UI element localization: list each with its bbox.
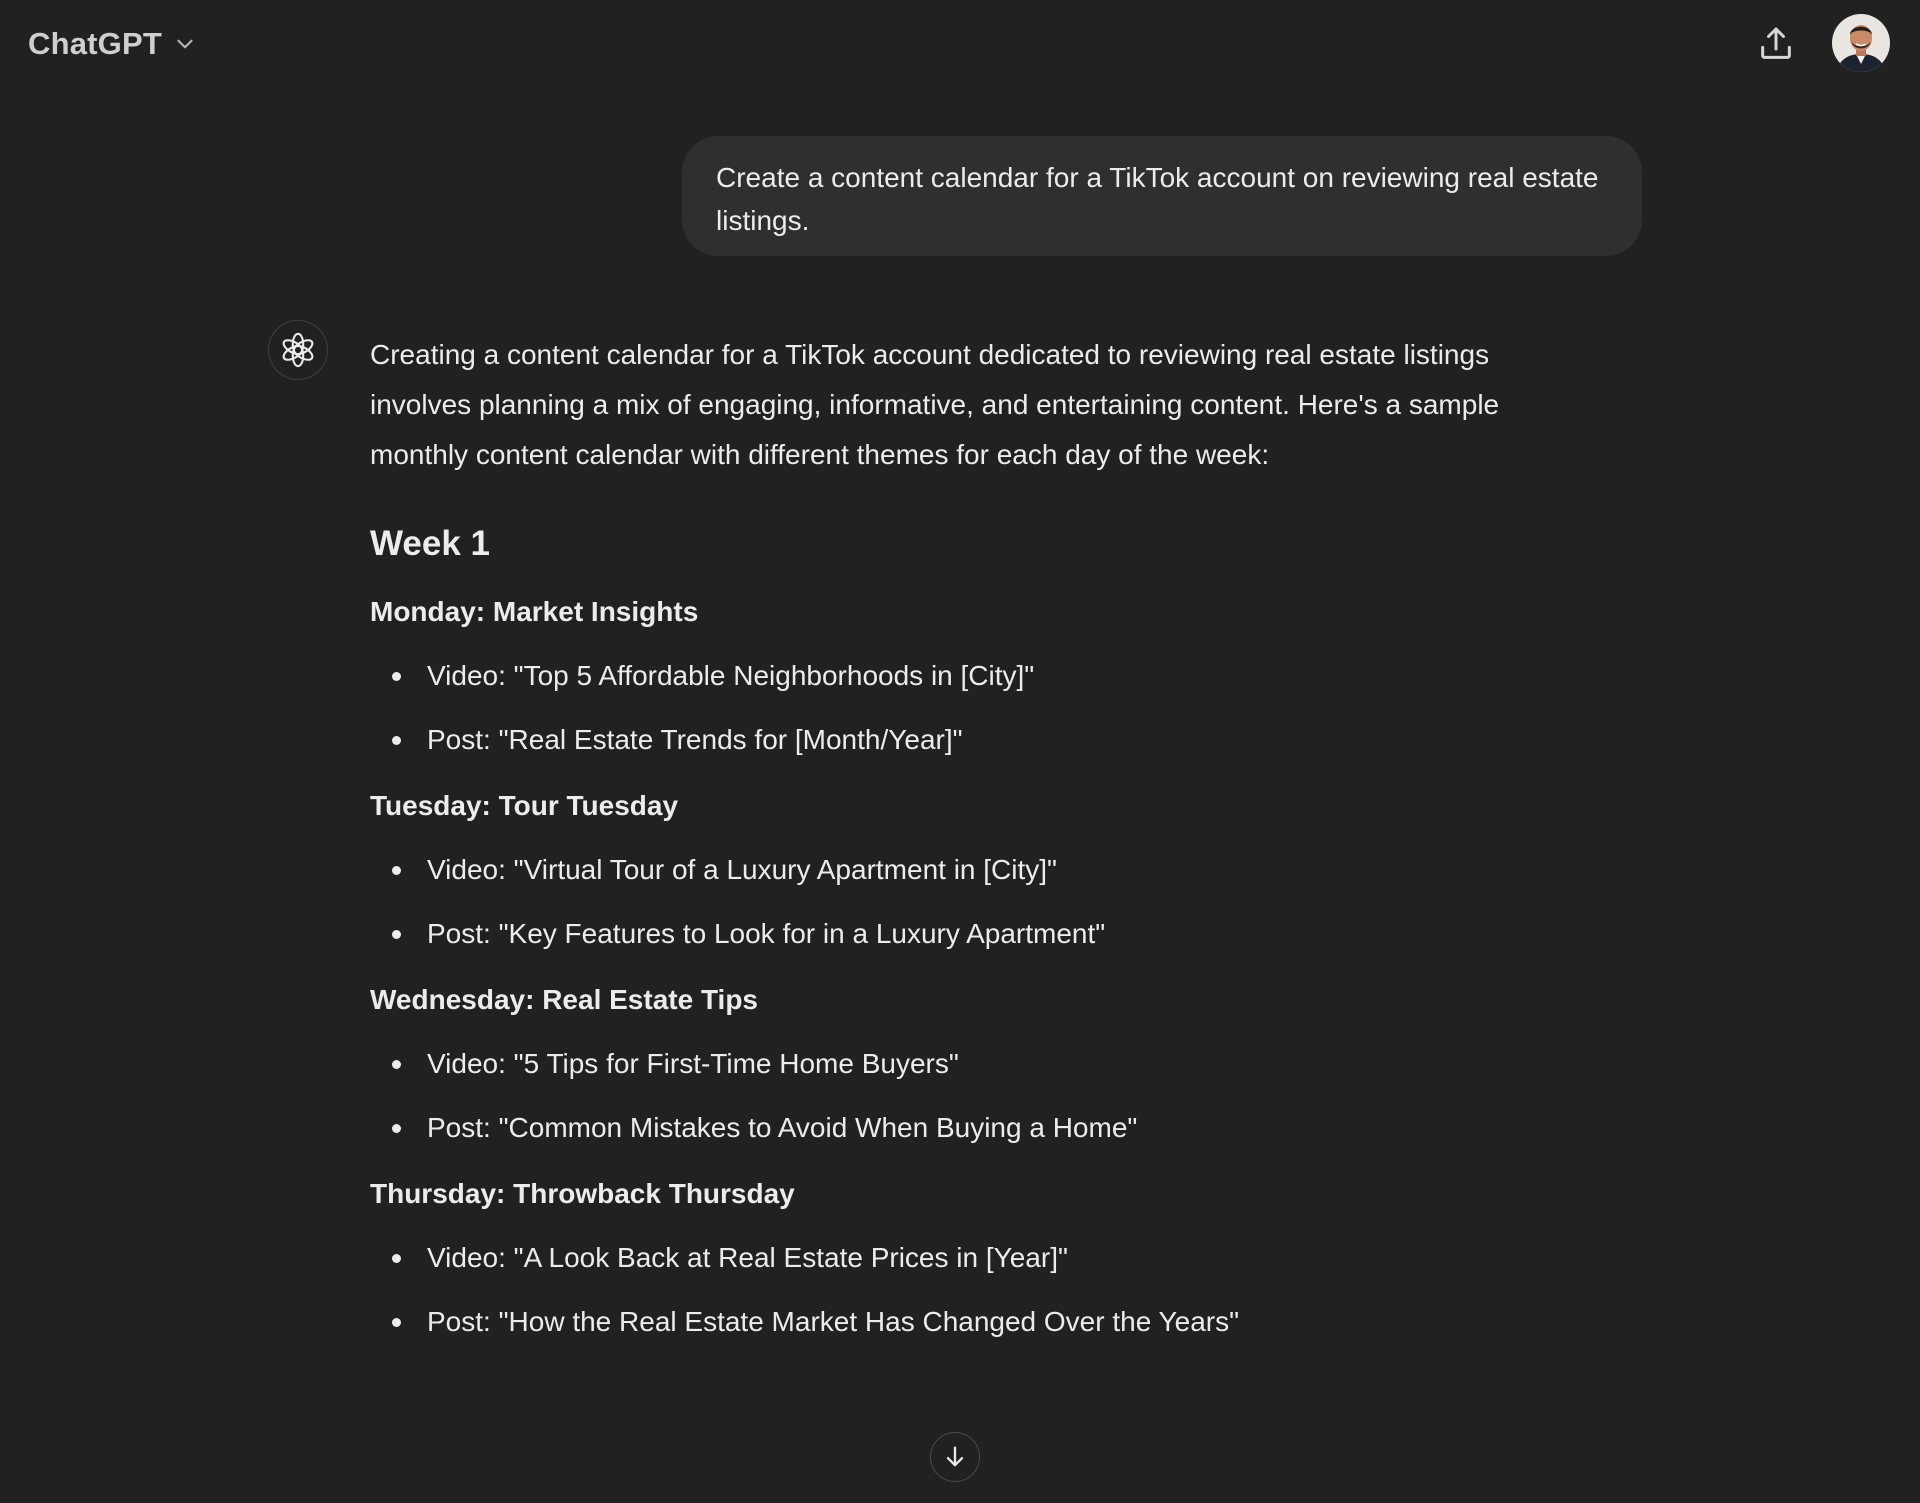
- day-section: [370, 592, 1570, 760]
- assistant-avatar: [268, 320, 328, 380]
- list-item: [370, 1108, 1570, 1148]
- model-selector[interactable]: [28, 22, 198, 66]
- share-icon: [1756, 24, 1796, 64]
- day-items: [370, 850, 1570, 954]
- list-item-text: Video: "Top 5 Affordable Neighborhoods in [City]": [427, 660, 1035, 691]
- list-item: [370, 656, 1570, 696]
- bullet: [392, 930, 401, 939]
- list-item-text: Video: "5 Tips for First-Time Home Buyers": [427, 1048, 959, 1079]
- day-title: Monday: Market Insights: [370, 596, 699, 627]
- arrow-down-icon: [941, 1443, 969, 1471]
- assistant-intro: Creating a content calendar for a TikTok account dedicated to reviewing real estate listings involves planning a mix of engaging, informative, and entertaining content. Here's a sample monthly content calendar with different themes for each day of the week:: [370, 339, 1500, 470]
- assistant-message: [370, 330, 1570, 1366]
- openai-logo-icon: [279, 331, 317, 369]
- model-name: ChatGPT: [28, 26, 163, 61]
- bullet: [392, 736, 401, 745]
- week-heading: Week 1: [370, 524, 490, 563]
- day-items: [370, 1238, 1570, 1342]
- share-button[interactable]: [1752, 20, 1800, 68]
- bullet: [392, 672, 401, 681]
- day-title: Wednesday: Real Estate Tips: [370, 984, 758, 1015]
- list-item: [370, 720, 1570, 760]
- list-item: [370, 1238, 1570, 1278]
- list-item: [370, 850, 1570, 890]
- list-item: [370, 1044, 1570, 1084]
- day-title: Thursday: Throwback Thursday: [370, 1178, 795, 1209]
- list-item-text: Post: "Real Estate Trends for [Month/Year]": [427, 724, 963, 755]
- bullet: [392, 866, 401, 875]
- bullet: [392, 1060, 401, 1069]
- day-items: [370, 1044, 1570, 1148]
- day-section: [370, 1174, 1570, 1342]
- list-item-text: Post: "Common Mistakes to Avoid When Buying a Home": [427, 1112, 1138, 1143]
- list-item-text: Post: "How the Real Estate Market Has Changed Over the Years": [427, 1306, 1240, 1337]
- bullet: [392, 1318, 401, 1327]
- list-item-text: Video: "A Look Back at Real Estate Prices in [Year]": [427, 1242, 1068, 1273]
- day-items: [370, 656, 1570, 760]
- list-item-text: Video: "Virtual Tour of a Luxury Apartment in [City]": [427, 854, 1057, 885]
- day-section: [370, 786, 1570, 954]
- user-avatar[interactable]: [1832, 14, 1890, 72]
- day-section: [370, 980, 1570, 1148]
- bullet: [392, 1124, 401, 1133]
- scroll-to-bottom-button[interactable]: [930, 1432, 980, 1482]
- top-header: [0, 0, 1920, 88]
- list-item-text: Post: "Key Features to Look for in a Luxury Apartment": [427, 918, 1106, 949]
- list-item: [370, 914, 1570, 954]
- bullet: [392, 1254, 401, 1263]
- user-message-text: Create a content calendar for a TikTok account on reviewing real estate listings.: [716, 162, 1599, 236]
- day-title: Tuesday: Tour Tuesday: [370, 790, 679, 821]
- chevron-down-icon: [172, 31, 198, 57]
- user-message-bubble: [682, 136, 1642, 256]
- list-item: [370, 1302, 1570, 1342]
